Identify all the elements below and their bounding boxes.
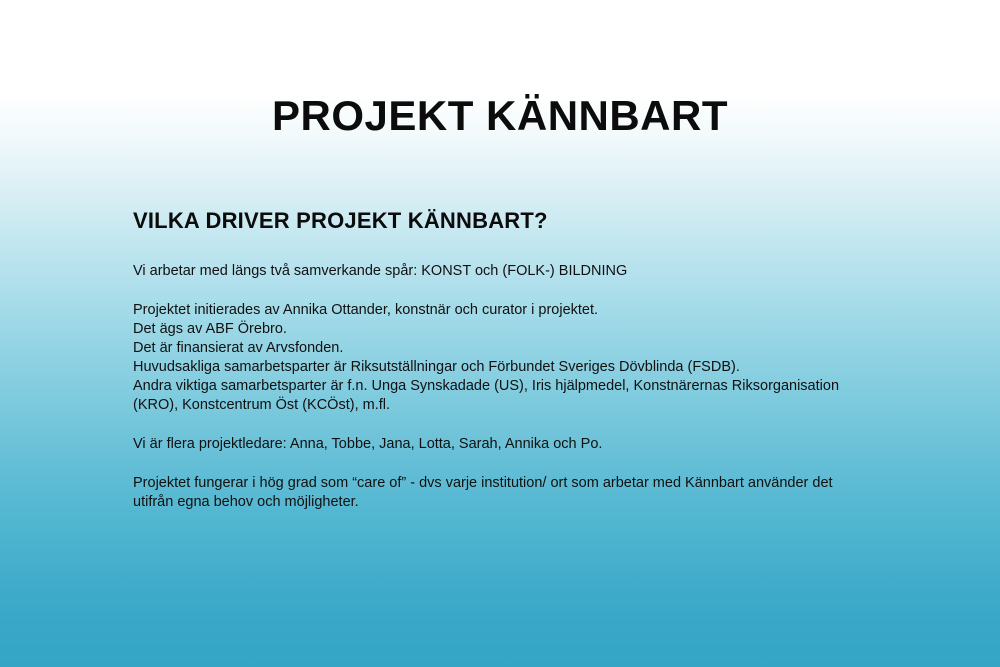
paragraph-line: utifrån egna behov och möjligheter. [133,494,359,510]
paragraph-line: Huvudsakliga samarbetsparter är Riksutställningar och Förbundet Sveriges Dövblinda (FSDB). [133,359,740,375]
slide-body [133,208,893,512]
paragraph-line: Vi är flera projektledare: Anna, Tobbe, Jana, Lotta, Sarah, Annika och Po. [133,436,603,452]
paragraph-line: Projektet initierades av Annika Ottander, konstnär och curator i projektet. [133,302,599,318]
paragraph [133,301,893,415]
paragraph-line: Andra viktiga samarbetsparter är f.n. Unga Synskadade (US), Iris hjälpmedel, Konstnärernas Riksorganisation [133,378,840,394]
paragraph-line: Det är finansierat av Arvsfonden. [133,340,344,356]
section-heading: VILKA DRIVER PROJEKT KÄNNBART? [133,208,548,233]
paragraph-line: Vi arbetar med längs två samverkande spår: KONST och (FOLK-) BILDNING [133,263,628,279]
page-title: PROJEKT KÄNNBART [271,92,728,139]
paragraph-line: (KRO), Konstcentrum Öst (KCÖst), m.fl. [133,397,391,413]
paragraph-line: Det ägs av ABF Örebro. [133,321,287,337]
paragraph [133,435,893,454]
paragraph-line: Projektet fungerar i hög grad som “care of” - dvs varje institution/ ort som arbetar med Kännbart använder det [133,475,833,491]
paragraph [133,262,893,281]
paragraph [133,474,893,512]
